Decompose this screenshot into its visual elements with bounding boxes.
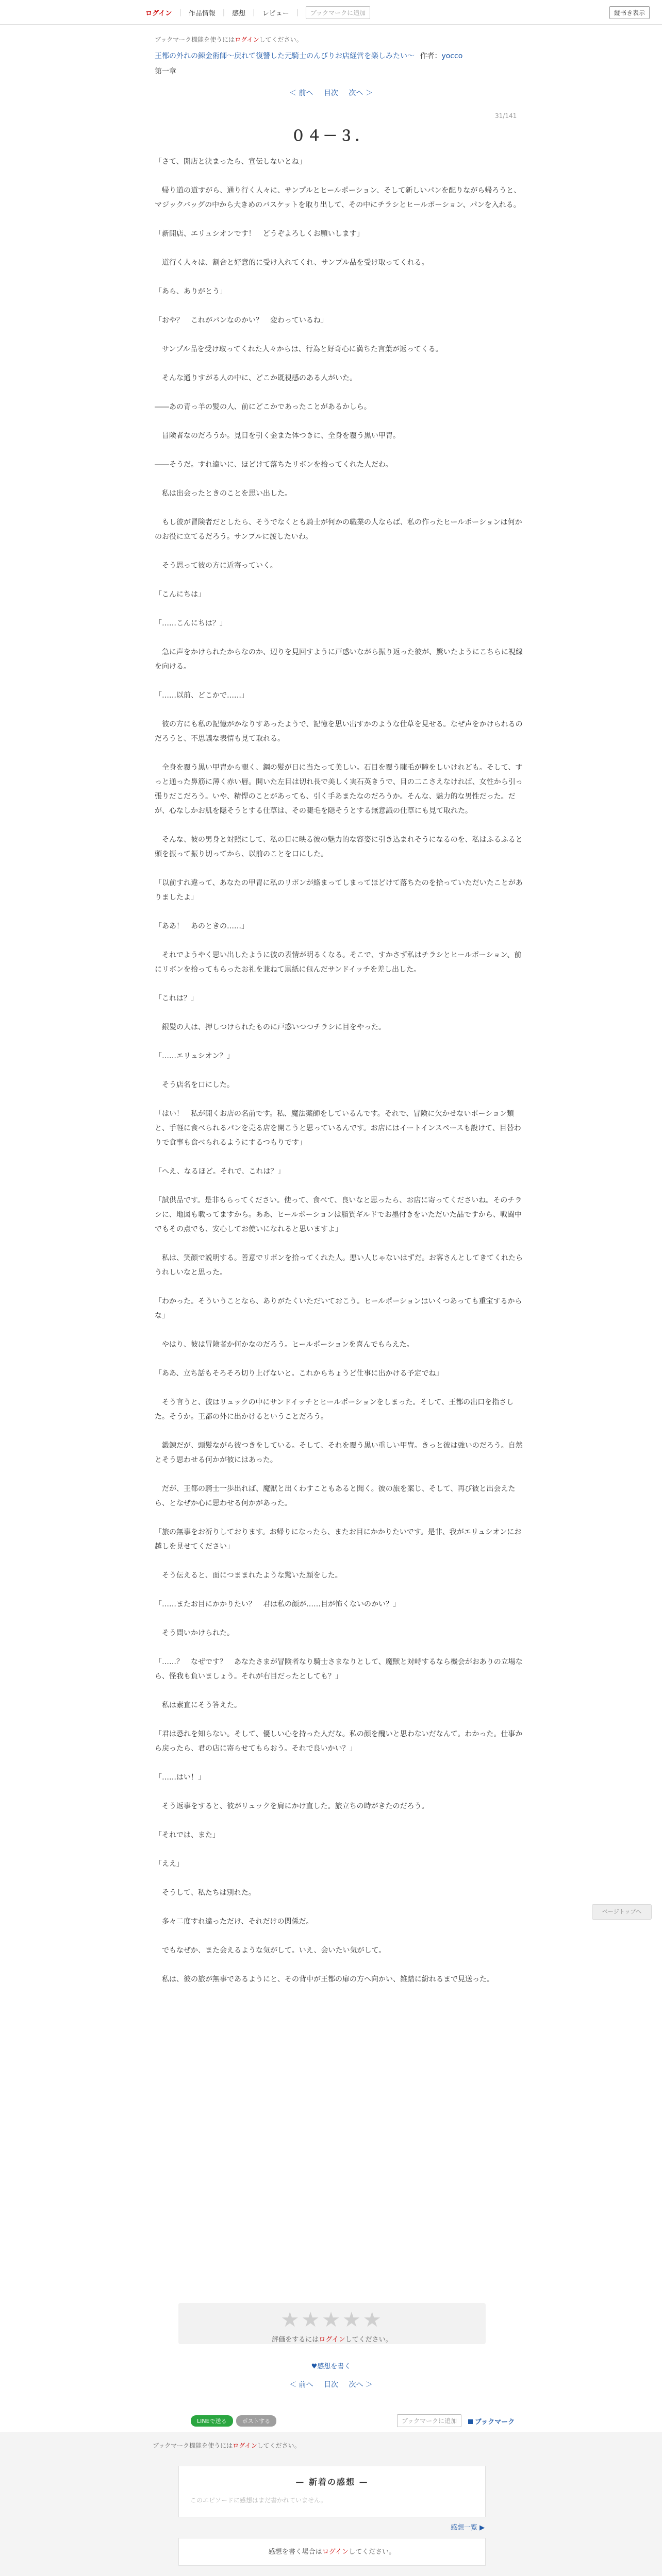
pager-bottom [0,2379,662,2389]
write-kansou-link[interactable]: ♥感想を書く [311,2363,351,2370]
author-link[interactable]: yocco [441,52,463,60]
bookmark-notice [155,35,303,44]
work-info-link[interactable]: 作品情報 [188,9,216,18]
blank-line [155,861,524,876]
blank-line [155,1583,524,1597]
bookmark-label-text: ブックマーク [475,2418,515,2426]
rating-suffix: してください。 [345,2336,392,2344]
body-paragraph: そう店名を口にした。 [155,1081,234,1089]
blank-line [155,443,524,457]
blank-line [155,573,524,587]
blank-line [155,544,524,558]
body-paragraph: 「……はい！」 [155,1773,205,1782]
blank-line [155,631,524,645]
novel-body [155,155,524,1987]
next-link[interactable]: 次へ ＞ [349,89,373,97]
blank-line [155,357,524,371]
rating-note [178,2334,486,2344]
blank-line [155,1900,524,1914]
bookmark-notice-suffix: してください。 [259,36,303,43]
body-paragraph: 「それでは、また」 [155,1831,220,1839]
body-paragraph: 「あら、ありがとう」 [155,287,227,296]
body-paragraph: 全身を覆う黒い甲冑から覗く、鋼の髪が日に当たって美しい。石目を覆う睫毛が瞳をしいけれども。そして、すっと通った鼻筋に薄く赤い唇。開いた左目は切れ長で美しく実石英きうで、目の二こさえなければ、女性から引っ張りだこだろう。いや、精悍のことがあっても、引く手あまたなのだろうか。そんな、魅力的な男性だった。だが、心なしかお肌を隠そうとする仕草は、その睫毛を隠そうとする無意識の仕草にも見て取れた。 [155,764,523,815]
body-paragraph: 「ああ、立ち話もそろそろ切り上げないと。これからちょうど仕事に出かける予定でね」 [155,1369,443,1378]
blank-line [155,299,524,313]
bookmark-add-button[interactable]: ブックマークに追加 [306,6,370,19]
blank-line [155,1640,524,1655]
blank-line [155,905,524,919]
blank-line [155,1236,524,1251]
rating-login-link[interactable]: ログイン [319,2336,345,2344]
blank-line [155,1612,524,1626]
bookmark-notice-bottom [153,2441,301,2450]
blank-line [155,241,524,256]
blank-line [155,1511,524,1525]
rating-box [178,2303,486,2344]
body-paragraph: 冒険者なのだろうか。見目を引く金また体つきに、全身を覆う黒い甲冑。 [155,432,400,440]
blank-line [155,1756,524,1770]
bookmark-notice-prefix: ブックマーク機能を使うには [153,2442,233,2449]
body-paragraph: だが、王都の騎士一歩出れば、魔獣と出くわすこともあると聞く。彼の旅を案じ、そして、再び彼と出会えたら、となぜか心に思わせる何かがあった。 [155,1485,516,1507]
nav-separator: | [296,8,299,16]
rating-stars: ★★★★★ [280,2308,384,2332]
bookmark-icon [468,2419,473,2424]
body-paragraph: それでようやく思い出したように彼の表情が明るくなる。そこで、すかさず私はチラシとヒールポーション、前にリボンを拾ってもらったお礼を兼ねて黒紙に包んだサンドイッチを差し出した。 [155,951,522,974]
body-paragraph: 「こんにちは」 [155,590,205,599]
blank-line [155,602,524,616]
kansou-login-box [178,2538,486,2566]
body-paragraph: 銀髪の人は、押しつけられたものに戸惑いつつチラシに目をやった。 [155,1023,386,1031]
page-count: 31/141 [495,112,517,120]
new-kansou-box [178,2466,486,2517]
blank-line [155,1842,524,1857]
body-paragraph: 私は、彼の旅が無事であるようにと、その背中が王都の扉の方へ向かい、雑踏に紛れるまで見送った。 [155,1975,494,1984]
body-paragraph: 彼の方にも私の記憶がかなりすあったようで、記憶を思い出すかのような仕草を見せる。なぜ声をかけられるのだろうと、不思議な表情も見て取れる。 [155,720,523,743]
body-paragraph: そう伝えると、面につままれたような驚いた顔をした。 [155,1571,342,1580]
body-paragraph: 「……？ なぜです？ あなたさまが冒険者なり騎士さまなりとして、魔獣と対峙するなら機会がおありの立場なら、怪我も負いましょう。それが右目だったとしても？」 [155,1658,523,1681]
prev-link[interactable]: ＜ 前へ [289,89,313,97]
blank-line [155,1684,524,1698]
body-paragraph: そう思って彼の方に近寄っていく。 [155,562,277,570]
body-paragraph: 「はい！ 私が開くお店の名前です。私、魔法薬師をしているんです。それで、冒険に欠かせないポーション類と、手軽に食べられるパンを売る店を開こうと思っているんです。お店にはイートインスペースも設けて、目替わりで食事も食べられるようにするつもりです」 [155,1110,521,1147]
body-paragraph: 道行く人々は、割合と好意的に受け入れてくれ、サンプル品を受け取ってくれる。 [155,259,429,267]
blank-line [155,1092,524,1107]
body-paragraph: そんな、彼の男身と対照にして、私の目に映る彼の魅力的な容姿に引き込まれそうになるのを、私はふるふると頭を振って振り切ってから、以前のことを口にした。 [155,836,523,858]
nav-separator: | [222,8,225,16]
body-paragraph: 帰り道の道すがら、通り行く人々に、サンプルとヒールポーション、そして新しいパンを配りながら帰ろうと、マジックバッグの中から大きめのバスケットを取り出して、その中にチラシとヒールポーション、パンを入れる。 [155,187,521,209]
blank-line [155,1323,524,1337]
body-paragraph: 多々二度すれ違っただけ、それだけの関係だ。 [155,1918,313,1926]
blank-line [155,1150,524,1164]
blank-line [155,934,524,948]
body-paragraph: 鍛錬だが、頭髪ながら彼つきをしている。そして、それを覆う黒い重しい甲冑。きっと彼は強いのだろう。自然とそう思わせる何かが彼にはあった。 [155,1442,523,1464]
blank-line [155,674,524,688]
body-paragraph: 「……こんにちは？」 [155,619,227,628]
new-kansou-title: — 新着の感想 — [295,2477,369,2487]
blank-line [155,1871,524,1886]
body-paragraph: 「ああ！ あのときの……」 [155,922,249,930]
post-share-button[interactable]: ポストする [236,2415,277,2427]
blank-line [155,1929,524,1943]
blank-line [155,1035,524,1049]
body-paragraph: そうして、私たちは別れた。 [155,1889,256,1897]
login-link[interactable]: ログイン [145,9,172,18]
toc-link-bottom[interactable]: 目次 [324,2381,338,2389]
bookmark-login-link-bottom[interactable]: ログイン [233,2442,257,2449]
blank-line [155,414,524,429]
blank-line [155,328,524,342]
kansou-list-link[interactable]: 感想一覧 ▶ [451,2524,485,2532]
kansou-link[interactable]: 感想 [232,9,246,18]
body-paragraph: 「……以前、どこかで……」 [155,691,249,700]
new-kansou-empty: このエピソードに感想はまだ書かれていません。 [190,2497,327,2504]
body-paragraph: ――あの青っ羊の髪の人、前にどこかであったことがあるかしら。 [155,403,371,411]
blank-line [155,1352,524,1366]
blank-line [155,212,524,227]
bookmark-notice-suffix: してください。 [257,2442,301,2449]
share-row [191,2415,276,2427]
body-paragraph: 「試供品です。是非もらってください。使って、食べて、良いなと思ったら、お店に寄ってくださいね。そのチラシに、地図も載ってますから。ああ、ヒールポーションは脂質ギルドでお墨付きをいただいた品ですから、戦闘中でもその点でも、安心してお使いになれると思いますよ」 [155,1196,522,1233]
blank-line [155,1179,524,1193]
page-top-button[interactable]: ページトップへ [592,1904,652,1920]
blank-line [155,818,524,833]
body-paragraph: 「さて、開店と決まったら、宣伝しないとね」 [155,158,306,166]
body-paragraph: 「新開店、エリュシオンです！ どうぞよろしくお願いします」 [155,230,364,238]
author-label: 作者： [420,52,442,60]
next-link-bottom[interactable]: 次へ ＞ [349,2381,373,2389]
chapter-label: 第一章 [155,67,176,76]
body-paragraph: もし彼が冒険者だとしたら、そうでなくとも騎士が何かの職業の人ならば、私の作ったヒールポーションは何かのお役に立てるだろう。サンプルに渡したいわ。 [155,518,522,541]
pager-top [0,88,662,98]
body-paragraph: 私は出会ったときのことを思い出した。 [155,489,292,498]
blank-line [155,501,524,515]
body-paragraph: そう問いかけられた。 [155,1629,234,1637]
write-kansou [0,2361,662,2370]
blank-line [155,270,524,284]
bookmark-notice-prefix: ブックマーク機能を使うには [155,36,235,43]
body-paragraph: ――そうだ。すれ違いに、ほどけて落ちたリボンを拾ってくれた人だわ。 [155,461,393,469]
bookmark-add-button-bottom[interactable]: ブックマークに追加 [397,2414,461,2427]
blank-line [155,385,524,400]
nav-separator: | [179,8,181,16]
series-title [155,52,526,62]
blank-line [155,1554,524,1568]
body-paragraph: 「……エリュシオン？」 [155,1052,234,1060]
body-paragraph: やはり、彼は冒険者か何かなのだろう。ヒールポーションを喜んでもらえた。 [155,1341,414,1349]
body-paragraph: でもなぜか、また会えるような気がして。いえ、会いたい気がして。 [155,1946,386,1955]
blank-line [155,1063,524,1078]
rating-prefix: 評価をするには [272,2336,319,2344]
body-paragraph: サンプル品を受け取ってくれた人々からは、行為と好奇心に満ちた言葉が返ってくる。 [155,345,443,353]
toc-link[interactable]: 目次 [324,89,338,97]
prev-link-bottom[interactable]: ＜ 前へ [289,2381,313,2389]
blank-line [155,1424,524,1438]
blank-line [155,746,524,760]
blank-line [155,977,524,991]
blank-line [155,472,524,486]
blank-line [155,1006,524,1020]
chapter-title: ０４－３． [291,127,371,144]
kansou-login-suffix: してください。 [349,2548,396,2556]
header-nav [145,0,370,25]
blank-line [155,703,524,717]
bookmark-login-link[interactable]: ログイン [235,36,259,43]
blank-line [155,1785,524,1799]
body-paragraph: 「へえ、なるほど。それで、これは？」 [155,1167,285,1176]
blank-line [155,1381,524,1395]
body-paragraph: 急に声をかけられたからなのか、辺りを見回すように戸惑いながら振り返った彼が、驚いたようにこちらに視線を向ける。 [155,648,523,671]
body-paragraph: 私は素直にそう答えた。 [155,1701,241,1709]
blank-line [155,169,524,183]
review-link[interactable]: レビュー [262,9,289,18]
blank-line [155,1467,524,1482]
kansou-login-prefix: 感想を書く場合は [268,2548,322,2556]
nav-separator: | [253,8,255,16]
body-paragraph: 「ええ」 [155,1860,184,1868]
body-paragraph: そう返事をすると、彼がリュックを肩にかけ直した。旅立ちの時がきたのだろう。 [155,1802,429,1810]
body-paragraph: 私は、笑顔で説明する。善意でリボンを拾ってくれた人。悪い人じゃないはずだ。お客さんとしてきてくれたらうれしいなと思った。 [155,1254,523,1277]
blank-line [155,1713,524,1727]
series-title-link[interactable]: 王都の外れの錬金術師～戻れて復讐した元騎士のんびりお店経営を楽しみたい～ [155,52,415,60]
author [420,52,462,60]
blank-line [155,1280,524,1294]
line-share-button[interactable]: LINEで送る [191,2415,233,2427]
body-paragraph: 「これは？」 [155,994,198,1003]
blank-line [155,1958,524,1972]
kansou-login-link[interactable]: ログイン [322,2548,349,2556]
vertical-view-button[interactable]: 縦书き表示 [609,6,650,19]
body-paragraph: 「君は恐れを知らない。そして、優しい心を持った人だな。私の顔を醜いと思わないだなんて。わかった。仕事から戻ったら、君の店に寄らせてもらおう。それで良いかい？」 [155,1730,523,1753]
body-paragraph: そんな通りすがる人の中に、どこか既視感のある人がいた。 [155,374,357,382]
body-paragraph: 「おや？ これがパンなのかい？ 変わっているね」 [155,316,328,325]
body-paragraph: 「旅の無事をお祈りしております。お帰りになったら、またお目にかかりたいです。是非、我がエリュシオンにお越しを見せてください」 [155,1528,522,1551]
body-paragraph: 「以前すれ違って、あなたの甲冑に私のリボンが絡まってしまってほどけて落ちたのを拾っていただいたことがありましたよ」 [155,879,523,902]
body-paragraph: 「わかった。そういうことなら、ありがたくいただいておこう。ヒールポーションはいくつあっても重宝するからな」 [155,1297,522,1320]
header [0,0,662,25]
blank-line [155,1814,524,1828]
bookmark-label[interactable] [468,2416,515,2426]
body-paragraph: そう言うと、彼はリュックの中にサンドイッチとヒールポーションをしまった。そして、王都の出口を指さした。そうか。王都の外に出かけるということだろう。 [155,1398,514,1421]
body-paragraph: 「……またお目にかかりたい？ 君は私の顔が……目が怖くないのかい？」 [155,1600,400,1608]
